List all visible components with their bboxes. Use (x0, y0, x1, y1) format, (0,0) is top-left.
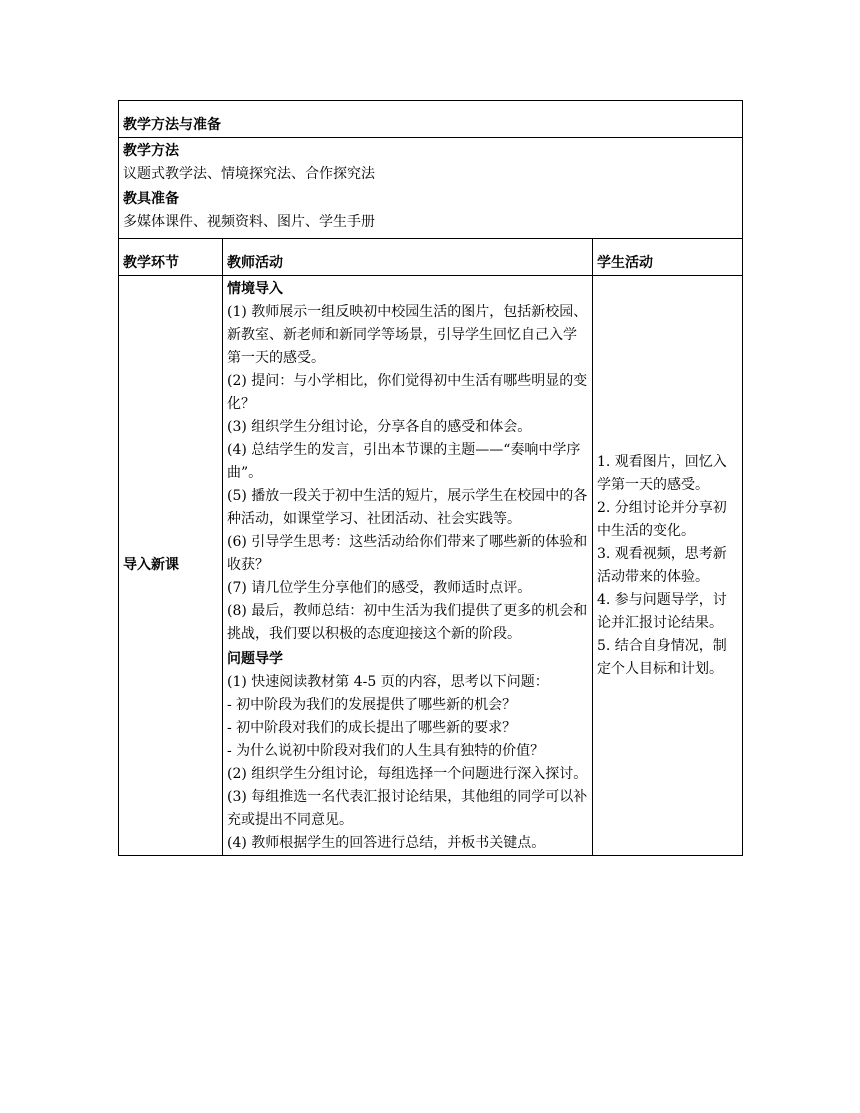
col-header-stage: 教学环节 (119, 239, 223, 276)
list-item: 1. 观看图片，回忆入学第一天的感受。 (597, 453, 727, 493)
list-item: - 初中阶段为我们的发展提供了哪些新的机会？ (227, 697, 517, 713)
list-item: 3. 观看视频，思考新活动带来的体验。 (597, 545, 727, 585)
list-item: 4. 参与问题导学，讨论并汇报讨论结果。 (597, 591, 727, 631)
list-item: (7) 请几位学生分享他们的感受，教师适时点评。 (227, 580, 532, 596)
student-activity-cell (593, 276, 743, 856)
list-item: (1) 教师展示一组反映初中校园生活的图片，包括新校园、新教室、新老师和新同学等场景，引导学生回忆自己入学第一天的感受。 (227, 304, 588, 366)
method-text: 议题式教学法、情境探究法、合作探究法 (123, 166, 375, 182)
lesson-plan-page (118, 100, 742, 856)
methods-row (119, 138, 743, 239)
list-item: (2) 组织学生分组讨论，每组选择一个问题进行深入探讨。 (227, 766, 588, 782)
list-item: (2) 提问：与小学相比，你们觉得初中生活有哪些明显的变化？ (227, 373, 588, 412)
col-header-teacher: 教师活动 (223, 239, 593, 276)
list-item: - 初中阶段对我们的成长提出了哪些新的要求？ (227, 720, 517, 736)
stage-label: 导入新课 (119, 276, 223, 856)
method-label: 教学方法 (123, 143, 179, 159)
list-item: (1) 快速阅读教材第 4-5 页的内容，思考以下问题： (227, 674, 549, 690)
table-row (119, 276, 743, 856)
list-item: (8) 最后，教师总结：初中生活为我们提供了更多的机会和挑战，我们要以积极的态度迎接这个新的阶段。 (227, 603, 588, 642)
section-title: 教学方法与准备 (119, 101, 743, 138)
list-item: - 为什么说初中阶段对我们的人生具有独特的价值？ (227, 743, 545, 759)
list-item: (4) 教师根据学生的回答进行总结，并板书关键点。 (227, 835, 546, 851)
part2-title: 问题导学 (227, 651, 283, 667)
list-item: (3) 每组推选一名代表汇报讨论结果，其他组的同学可以补充或提出不同意见。 (227, 789, 588, 828)
section-header-row (119, 101, 743, 138)
list-item: 5. 结合自身情况，制定个人目标和计划。 (597, 637, 727, 677)
list-item: 2. 分组讨论并分享初中生活的变化。 (597, 499, 727, 539)
prep-text: 多媒体课件、视频资料、图片、学生手册 (123, 214, 375, 230)
part1-title: 情境导入 (227, 281, 283, 297)
prep-label: 教具准备 (123, 191, 179, 207)
lesson-plan-table (118, 100, 743, 856)
list-item: (3) 组织学生分组讨论，分享各自的感受和体会。 (227, 419, 532, 435)
list-item: (5) 播放一段关于初中生活的短片，展示学生在校园中的各种活动，如课堂学习、社团活动、社会实践等。 (227, 488, 588, 527)
column-header-row (119, 239, 743, 276)
list-item: (6) 引导学生思考：这些活动给你们带来了哪些新的体验和收获？ (227, 534, 588, 573)
teacher-activity-cell (223, 276, 593, 856)
list-item: (4) 总结学生的发言，引出本节课的主题——“奏响中学序曲”。 (227, 442, 581, 481)
methods-cell (119, 138, 743, 239)
col-header-student: 学生活动 (593, 239, 743, 276)
